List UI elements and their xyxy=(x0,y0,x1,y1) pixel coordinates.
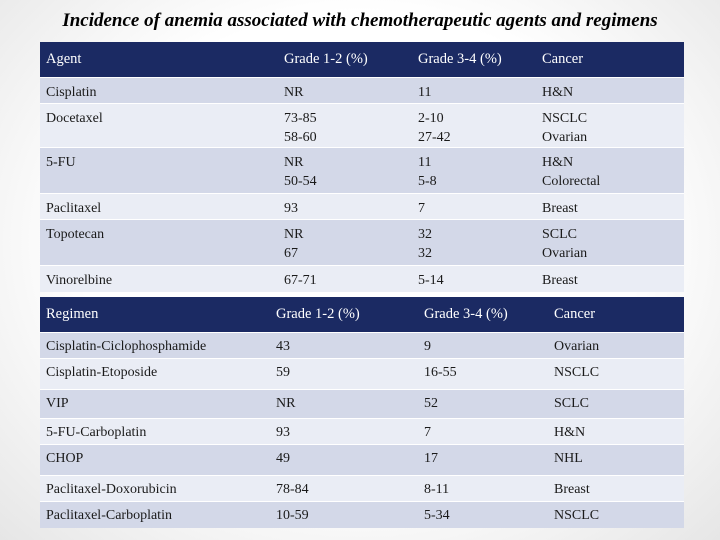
cell-text: 2-10 xyxy=(418,111,444,126)
agent-cell xyxy=(40,220,278,266)
grade-1-2-cell xyxy=(278,78,412,104)
cell-text: 32 xyxy=(418,227,432,242)
cell-text: Paclitaxel xyxy=(46,201,102,216)
header-cancer: Cancer xyxy=(548,297,684,333)
grade-1-2-cell xyxy=(270,419,418,445)
cancer-cell xyxy=(536,148,684,194)
regimens-table xyxy=(40,297,684,528)
cell-text: Vinorelbine xyxy=(46,273,113,288)
cell-text: 67 xyxy=(284,246,298,261)
cell-text: 7 xyxy=(418,201,425,216)
cell-text: 11 xyxy=(418,85,432,100)
cell-text: H&N xyxy=(542,85,574,100)
agent-cell xyxy=(40,148,278,194)
cell-text: 58-60 xyxy=(284,130,317,145)
grade-3-4-cell xyxy=(412,266,536,292)
table-row xyxy=(40,390,684,419)
grade-3-4-cell xyxy=(412,78,536,104)
grade-1-2-cell xyxy=(270,390,418,419)
cell-text: 67-71 xyxy=(284,273,317,288)
page-title: Incidence of anemia associated with chemotherapeutic agents and regimens xyxy=(62,10,658,31)
table-header-row xyxy=(40,297,684,333)
cancer-cell xyxy=(536,266,684,292)
cell-text: 93 xyxy=(284,201,298,216)
cell-text: Breast xyxy=(554,482,590,497)
cell-text: Colorectal xyxy=(542,174,601,189)
grade-3-4-cell xyxy=(418,359,548,390)
cell-text: 52 xyxy=(424,396,438,411)
cell-text: NR xyxy=(284,85,304,100)
cell-text: SCLC xyxy=(542,227,578,242)
agent-cell xyxy=(40,78,278,104)
grade-3-4-cell xyxy=(412,104,536,148)
grade-1-2-cell xyxy=(278,194,412,220)
header-grade-1-2: Grade 1-2 (%) xyxy=(270,297,418,333)
cell-text: Docetaxel xyxy=(46,111,103,126)
agents-table xyxy=(40,42,684,292)
cell-text: 93 xyxy=(276,425,290,440)
grade-3-4-cell xyxy=(418,419,548,445)
cancer-cell xyxy=(548,502,684,528)
cell-text: 11 xyxy=(418,155,432,170)
cell-text: 5-FU xyxy=(46,155,76,170)
cell-text: 43 xyxy=(276,339,290,354)
cell-text: NR xyxy=(284,227,304,242)
cell-text: 49 xyxy=(276,451,290,466)
cell-text: SCLC xyxy=(554,396,590,411)
table-row xyxy=(40,220,684,266)
grade-1-2-cell xyxy=(270,476,418,502)
regimen-cell xyxy=(40,419,270,445)
cell-text: NSCLC xyxy=(554,508,600,523)
header-grade-3-4: Grade 3-4 (%) xyxy=(418,297,548,333)
table-row xyxy=(40,78,684,104)
grade-3-4-cell xyxy=(412,220,536,266)
regimen-cell xyxy=(40,476,270,502)
grade-1-2-cell xyxy=(278,104,412,148)
cell-text: 8-11 xyxy=(424,482,450,497)
agent-cell xyxy=(40,266,278,292)
cell-text: 10-59 xyxy=(276,508,309,523)
cell-text: Paclitaxel-Carboplatin xyxy=(46,508,172,523)
cancer-cell xyxy=(536,78,684,104)
cell-text: H&N xyxy=(554,425,586,440)
agent-cell xyxy=(40,104,278,148)
header-grade-3-4: Grade 3-4 (%) xyxy=(412,42,536,78)
grade-1-2-cell xyxy=(270,333,418,359)
cancer-cell xyxy=(548,476,684,502)
header-regimen: Regimen xyxy=(40,297,270,333)
table-row xyxy=(40,333,684,359)
cell-text: 78-84 xyxy=(276,482,309,497)
cell-text: Ovarian xyxy=(554,339,600,354)
grade-1-2-cell xyxy=(278,148,412,194)
cell-text: Paclitaxel-Doxorubicin xyxy=(46,482,177,497)
cell-text: VIP xyxy=(46,396,69,411)
grade-3-4-cell xyxy=(412,194,536,220)
cell-text: Cisplatin xyxy=(46,85,97,100)
header-cancer: Cancer xyxy=(536,42,684,78)
cancer-cell xyxy=(548,333,684,359)
grade-1-2-cell xyxy=(270,359,418,390)
table-row xyxy=(40,445,684,476)
cancer-cell xyxy=(536,104,684,148)
table-row xyxy=(40,104,684,148)
regimen-cell xyxy=(40,333,270,359)
cancer-cell xyxy=(548,445,684,476)
cell-text: Cisplatin-Etoposide xyxy=(46,365,158,380)
cell-text: 5-34 xyxy=(424,508,450,523)
cell-text: Ovarian xyxy=(542,246,588,261)
grade-3-4-cell xyxy=(418,333,548,359)
grade-3-4-cell xyxy=(418,390,548,419)
cell-text: CHOP xyxy=(46,451,84,466)
table-row xyxy=(40,419,684,445)
regimen-cell xyxy=(40,502,270,528)
cancer-cell xyxy=(536,194,684,220)
grade-1-2-cell xyxy=(270,502,418,528)
cancer-cell xyxy=(536,220,684,266)
regimen-cell xyxy=(40,390,270,419)
regimen-cell xyxy=(40,445,270,476)
grade-3-4-cell xyxy=(418,502,548,528)
cell-text: 59 xyxy=(276,365,290,380)
grade-3-4-cell xyxy=(418,476,548,502)
table-row xyxy=(40,148,684,194)
cell-text: 5-FU-Carboplatin xyxy=(46,425,147,440)
grade-3-4-cell xyxy=(412,148,536,194)
cell-text: NSCLC xyxy=(542,111,588,126)
cancer-cell xyxy=(548,359,684,390)
header-agent: Agent xyxy=(40,42,278,78)
cell-text: 5-14 xyxy=(418,273,444,288)
cell-text: 7 xyxy=(424,425,431,440)
table-header-row xyxy=(40,42,684,78)
table-row xyxy=(40,476,684,502)
cell-text: 73-85 xyxy=(284,111,317,126)
grade-1-2-cell xyxy=(278,266,412,292)
cancer-cell xyxy=(548,390,684,419)
grade-3-4-cell xyxy=(418,445,548,476)
cell-text: 32 xyxy=(418,246,432,261)
cell-text: 16-55 xyxy=(424,365,457,380)
cancer-cell xyxy=(548,419,684,445)
table-row xyxy=(40,266,684,292)
table-row xyxy=(40,194,684,220)
cell-text: NR xyxy=(276,396,296,411)
header-grade-1-2: Grade 1-2 (%) xyxy=(278,42,412,78)
cell-text: 9 xyxy=(424,339,431,354)
cell-text: Ovarian xyxy=(542,130,588,145)
cell-text: 17 xyxy=(424,451,438,466)
table-row xyxy=(40,359,684,390)
regimen-cell xyxy=(40,359,270,390)
cell-text: Breast xyxy=(542,273,578,288)
grade-1-2-cell xyxy=(270,445,418,476)
cell-text: NSCLC xyxy=(554,365,600,380)
cell-text: NR xyxy=(284,155,304,170)
cell-text: H&N xyxy=(542,155,574,170)
cell-text: 50-54 xyxy=(284,174,317,189)
table-row xyxy=(40,502,684,528)
agent-cell xyxy=(40,194,278,220)
cell-text: 5-8 xyxy=(418,174,437,189)
cell-text: Topotecan xyxy=(46,227,105,242)
cell-text: NHL xyxy=(554,451,583,466)
cell-text: Cisplatin-Ciclophosphamide xyxy=(46,339,207,354)
cell-text: 27-42 xyxy=(418,130,451,145)
grade-1-2-cell xyxy=(278,220,412,266)
cell-text: Breast xyxy=(542,201,578,216)
